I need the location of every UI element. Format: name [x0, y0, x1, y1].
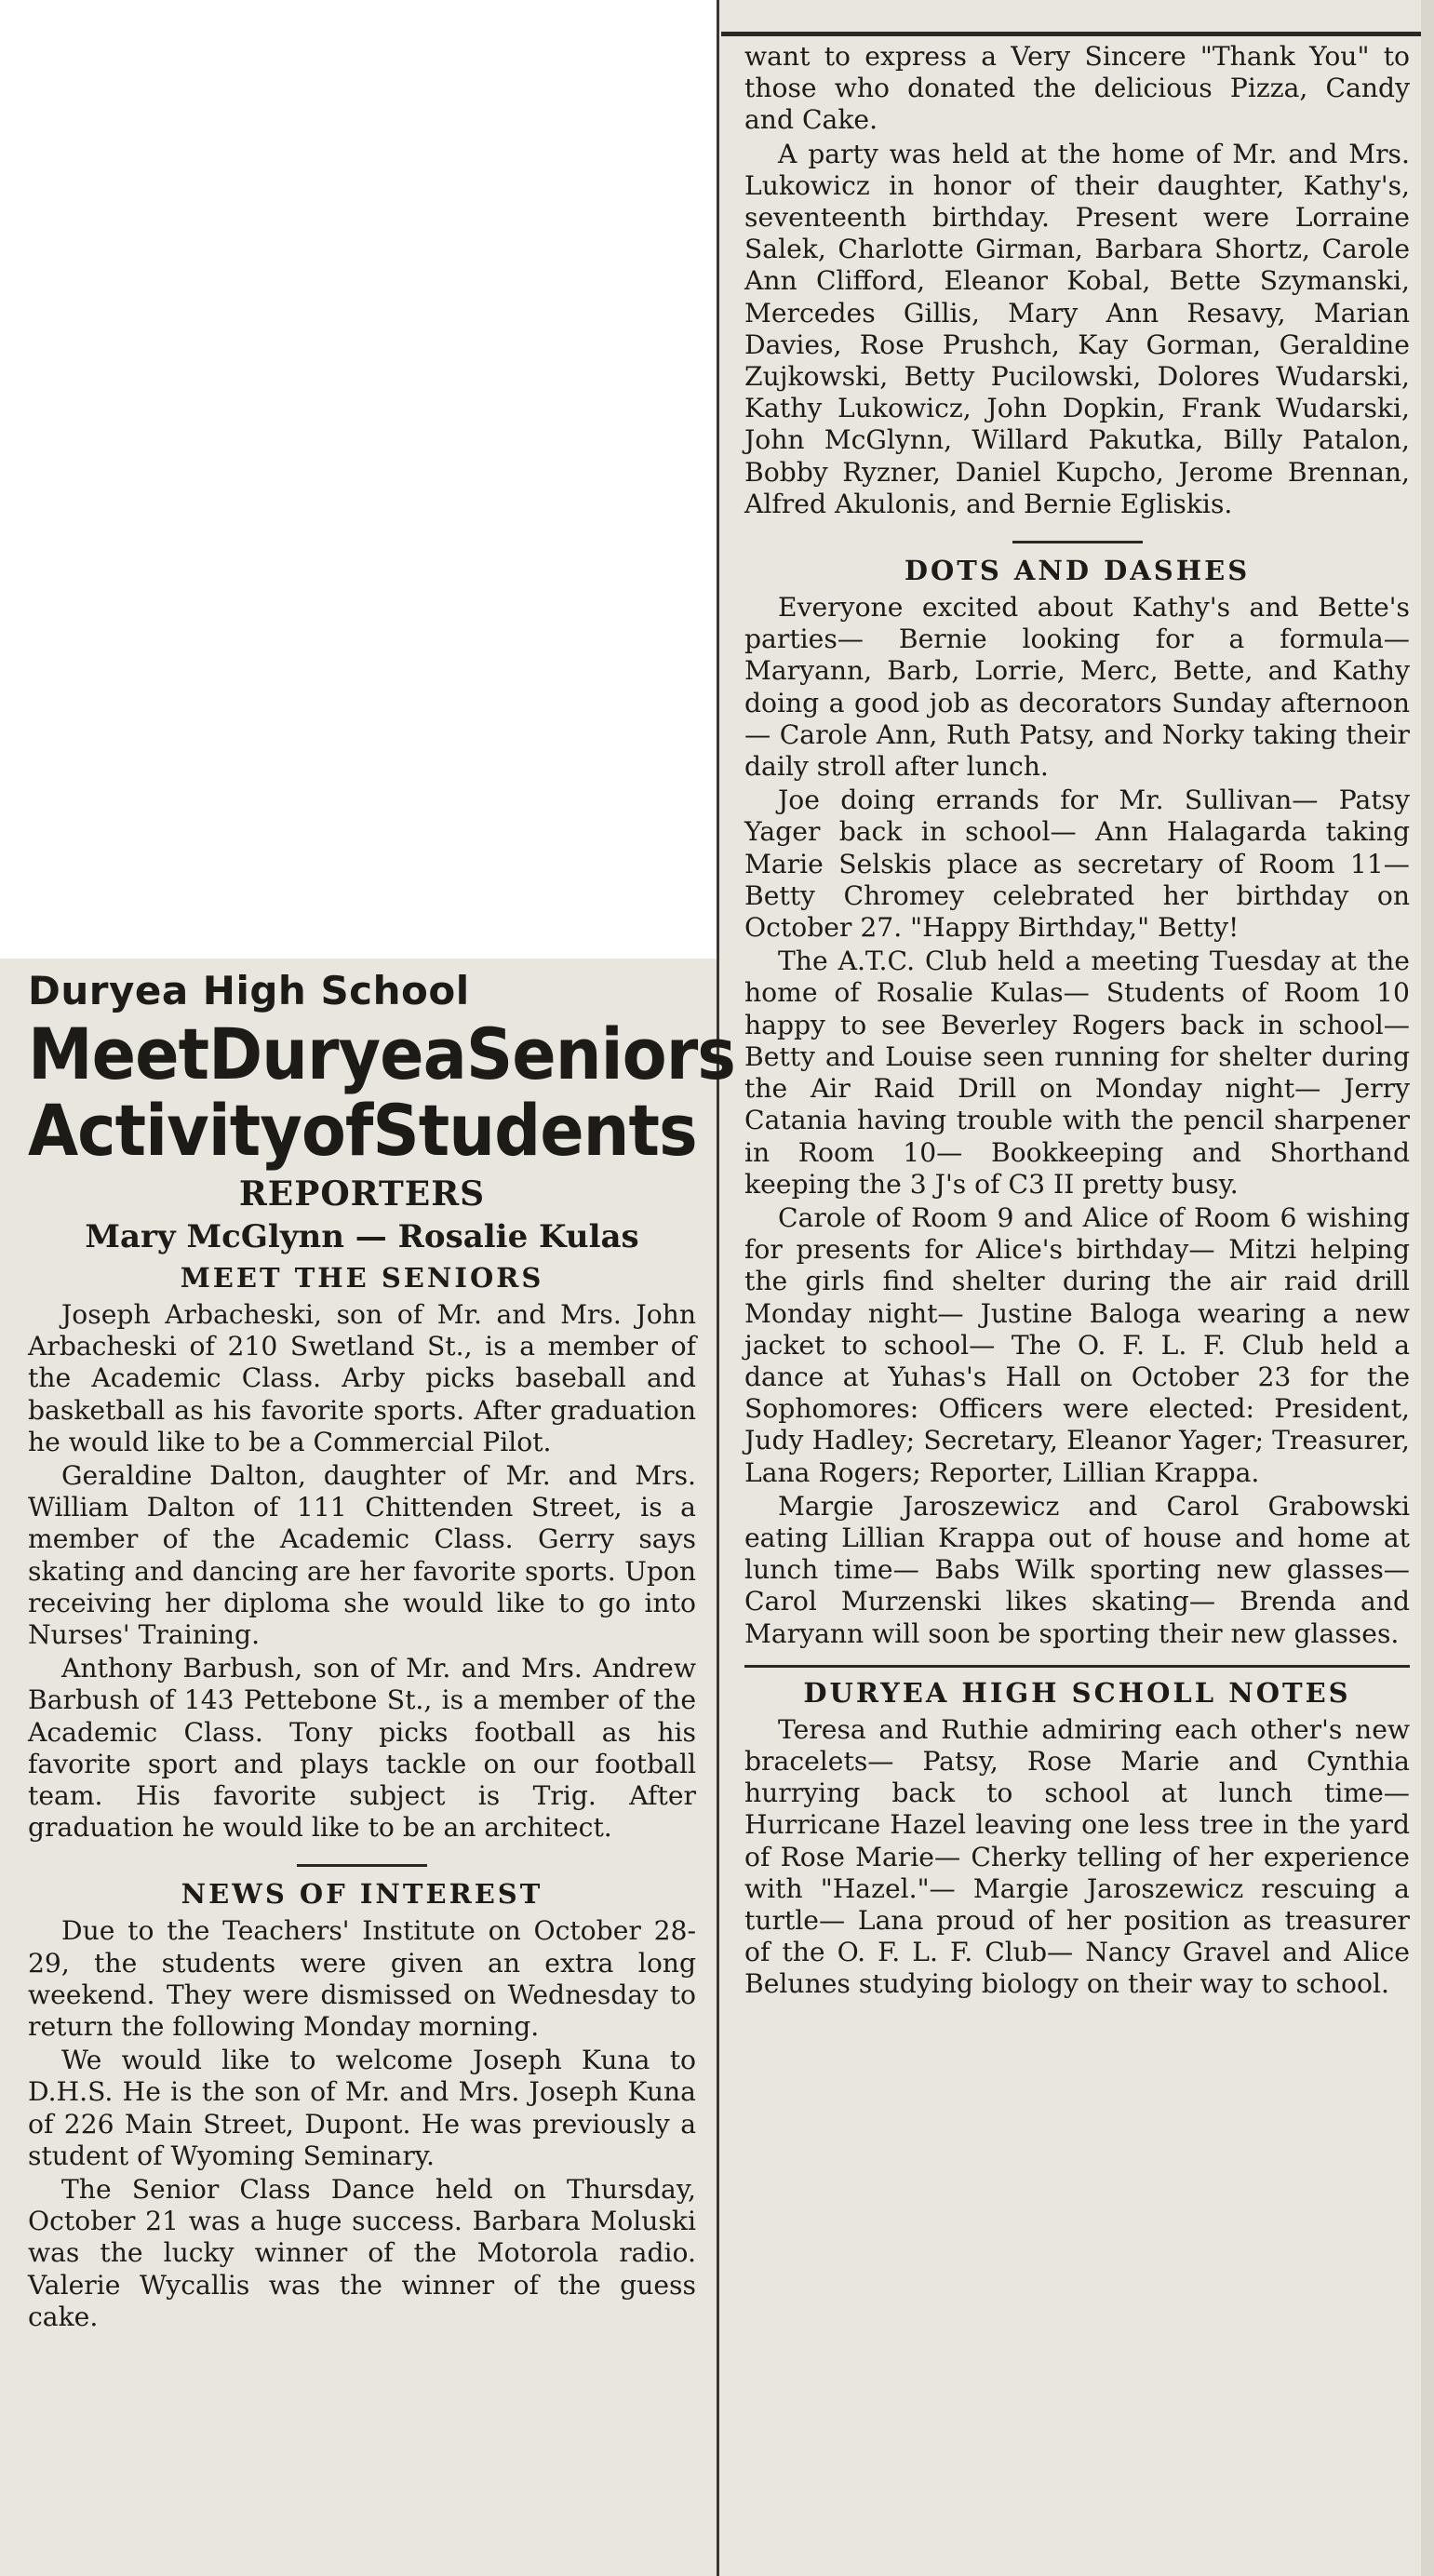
- article-paragraph: We would like to welcome Joseph Kuna to D.H.S. He is the son of Mr. and Mrs. Joseph Kuna of 226 Main Street, Dupont. He was previously a student of Wyoming Seminary.: [28, 2045, 696, 2171]
- headline-word: Duryea: [208, 1013, 466, 1096]
- headline-word: of: [301, 1089, 373, 1173]
- blank-area: [0, 0, 717, 959]
- article-paragraph: The A.T.C. Club held a meeting Tuesday at the home of Rosalie Kulas— Students of Room 10 happy to see Beverley Rogers back in school— Betty and Louise seen running for shelter during the Air Raid Drill on Monday night— Jerry Catania having trouble with the pencil sharpener in Room 10— Bookkeeping and Shorthand keeping the 3 J's of C3 II pretty busy.: [744, 946, 1410, 1200]
- headline-line-2: [28, 1090, 696, 1173]
- article-paragraph: Teresa and Ruthie admiring each other's new bracelets— Patsy, Rose Marie and Cynthia hurrying back to school at lunch time— Hurricane Hazel leaving one less tree in the yard of Rose Marie— Cherky telling of her experience with "Hazel."— Margie Jaroszewicz rescuing a turtle— Lana proud of her position as treasurer of the O. F. L. F. Club— Nancy Gravel and Alice Belunes studying biology on their way to school.: [744, 1713, 1410, 2000]
- article-paragraph: Anthony Barbush, son of Mr. and Mrs. Andrew Barbush of 143 Pettebone St., is a member of the Academic Class. Tony picks football as his favorite sport and plays tackle on our football team. His favorite subject is Trig. After graduation he would like to be an architect.: [28, 1653, 696, 1844]
- article-paragraph: The Senior Class Dance held on Thursday, October 21 was a huge success. Barbara Moluski was the lucky winner of the Motorola radio. Valerie Wycallis was the winner of the guess cake.: [28, 2174, 696, 2332]
- article-paragraph: Due to the Teachers' Institute on October 28-29, the students were given an extra long weekend. They were dismissed on Wednesday to return the following Monday morning.: [28, 1915, 696, 2043]
- section-separator: [1012, 541, 1143, 543]
- section-title-dots-and-dashes: DOTS AND DASHES: [904, 555, 1251, 587]
- article-paragraph: Joe doing errands for Mr. Sullivan— Patsy Yager back in school— Ann Halagarda taking Marie Selskis place as secretary of Room 11— Betty Chromey celebrated her birthday on October 27. "Happy Birthday," Betty!: [744, 785, 1410, 944]
- article-paragraph: Geraldine Dalton, daughter of Mr. and Mrs. William Dalton of 111 Chittenden Street, is a member of the Academic Class. Gerry says skating and dancing are her favorite sports. Upon receiving her diploma she would like to go into Nurses' Training.: [28, 1460, 696, 1651]
- section-end-rule: [744, 1665, 1410, 1668]
- section-separator: [297, 1864, 427, 1867]
- section-title-duryea-high-scholl-notes: DURYEA HIGH SCHOLL NOTES: [803, 1676, 1351, 1709]
- column-divider: [717, 0, 719, 2576]
- right-column: [744, 41, 1410, 2003]
- article-paragraph: Joseph Arbacheski, son of Mr. and Mrs. John Arbacheski of 210 Swetland St., is a member of the Academic Class. Arby picks baseball and basketball as his favorite sports. After graduation he would like to be a Commercial Pilot.: [28, 1299, 696, 1457]
- headline-line-1: [28, 1013, 735, 1096]
- page-edge: [1421, 0, 1434, 2576]
- article-paragraph: Margie Jaroszewicz and Carol Grabowski eating Lillian Krappa out of house and home at lunch time— Babs Wilk sporting new glasses— Carol Murzenski likes skating— Brenda and Maryann will soon be sporting their new glasses.: [744, 1490, 1410, 1649]
- section-title-news-of-interest: NEWS OF INTEREST: [181, 1878, 543, 1911]
- article-paragraph: want to express a Very Sincere "Thank You" to those who donated the delicious Pizza, Candy and Cake.: [744, 41, 1410, 136]
- headline-word: Activity: [28, 1089, 302, 1173]
- headline-word: Students: [372, 1089, 697, 1173]
- headline-word: Seniors: [465, 1013, 735, 1096]
- top-rule: [721, 32, 1428, 36]
- reporters-label: REPORTERS: [238, 1174, 486, 1214]
- left-column: [28, 968, 735, 2335]
- reporters-names: Mary McGlynn — Rosalie Kulas: [85, 1218, 639, 1255]
- article-paragraph: A party was held at the home of Mr. and Mrs. Lukowicz in honor of their daughter, Kathy's, seventeenth birthday. Present were Lorraine Salek, Charlotte Girman, Barbara Shortz, Carole Ann Clifford, Eleanor Kobal, Bette Szymanski, Mercedes Gillis, Mary Ann Resavy, Marian Davies, Rose Prushch, Kay Gorman, Geraldine Zujkowski, Betty Pucilowski, Dolores Wudarski, Kathy Lukowicz, John Dopkin, Frank Wudarski, John McGlynn, Willard Pakutka, Billy Patalon, Bobby Ryzner, Daniel Kupcho, Jerome Brennan, Alfred Akulonis, and Bernie Egliskis.: [744, 138, 1410, 519]
- masthead: Duryea High School: [28, 968, 470, 1013]
- article-paragraph: Carole of Room 9 and Alice of Room 6 wishing for presents for Alice's birthday— Mitzi helping the girls find shelter during the air raid drill Monday night— Justine Baloga wearing a new jacket to school— The O. F. L. F. Club held a dance at Yuhas's Hall on October 23 for the Sophomores: Officers were elected: President, Judy Hadley; Secretary, Eleanor Yager; Treasurer, Lana Rogers; Reporter, Lillian Krappa.: [744, 1201, 1410, 1488]
- article-paragraph: Everyone excited about Kathy's and Bette's parties— Bernie looking for a formula— Maryann, Barb, Lorrie, Merc, Bette, and Kathy doing a good job as decorators Sunday afternoon— Carole Ann, Ruth Patsy, and Norky taking their daily stroll after lunch.: [744, 592, 1410, 783]
- headline-word: Meet: [28, 1013, 209, 1096]
- section-title-meet-the-seniors: MEET THE SENIORS: [180, 1262, 544, 1294]
